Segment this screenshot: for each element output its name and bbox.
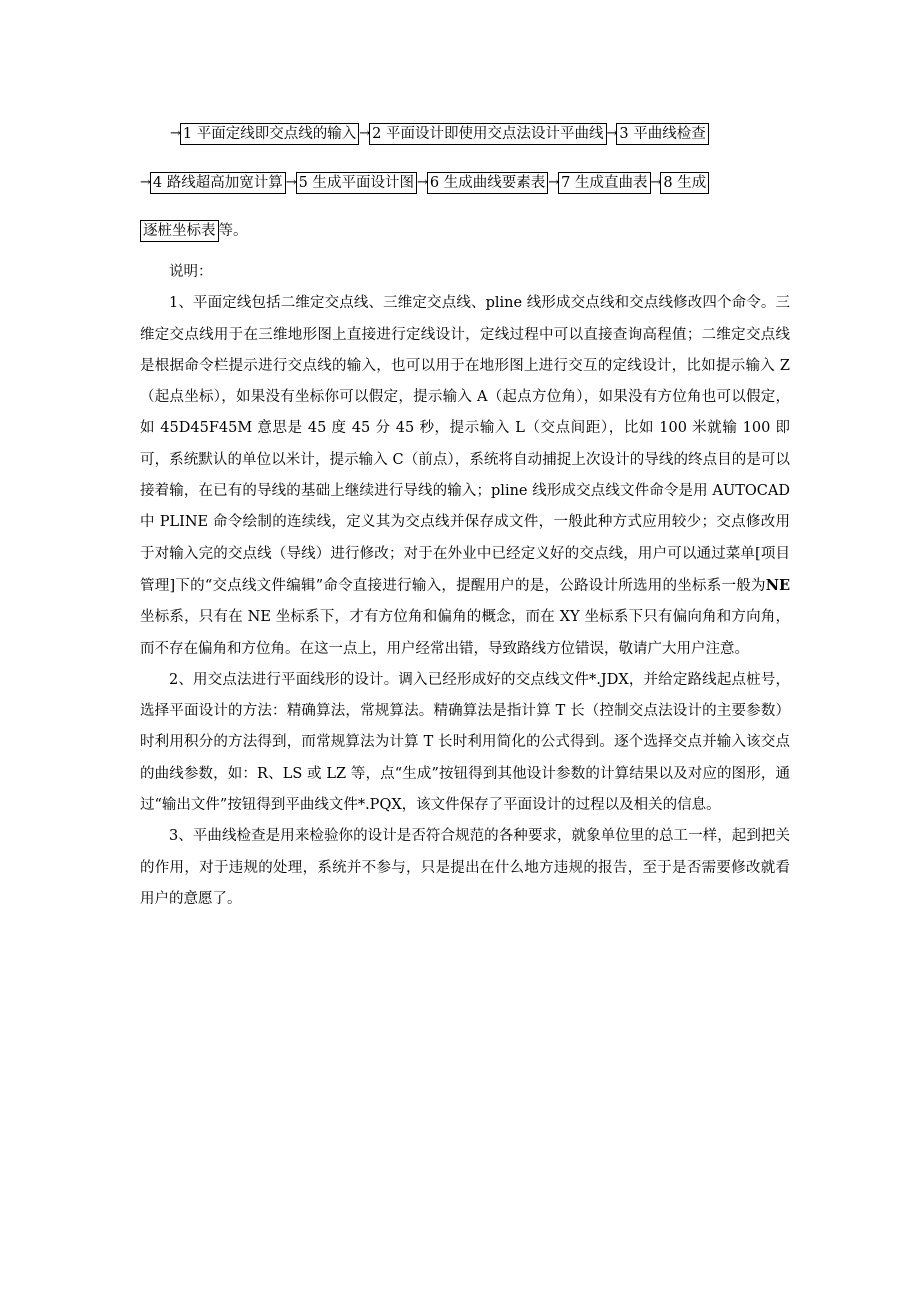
arrow-icon: →: [285, 175, 296, 190]
arrow-icon: →: [140, 175, 150, 190]
flow-tail-text: 等。: [218, 223, 248, 239]
arrow-icon: →: [170, 126, 180, 141]
arrow-icon: →: [417, 175, 427, 190]
flow-step-8: 8 生成: [660, 172, 709, 194]
flow-line-2: [140, 172, 790, 198]
paragraph-2: 2、用交点法进行平面线形的设计。调入已经形成好的交点线文件*.JDX，并给定路线起点桩号，选择平面设计的方法：精确算法，常规算法。精确算法是指计算 T 长（控制交点法设计的主要参数）时利用积分的方法得到，而常规算法为计算 T 长时利用简化的公式得到。逐个选择交点并输入该交点的曲线参数，如：R、LS 或 LZ 等，点“生成”按钮得到其他设计参数的计算结果以及对应的图形，通过“输出文件”按钮得到平曲线文件*.PQX，该文件保存了平面设计的过程以及相关的信息。: [140, 671, 790, 814]
paragraph-1: [140, 288, 790, 665]
paragraph-3: 3、平曲线检查是用来检验你的设计是否符合规范的各种要求，就象单位里的总工一样，起到把关的作用，对于违规的处理，系统并不参与，只是提出在什么地方违规的报告，至于是否需要修改就看用户的意愿了。: [140, 828, 790, 907]
flow-step-2: 2 平面设计即使用交点法设计平曲线: [369, 123, 606, 145]
arrow-icon: →: [548, 175, 559, 190]
flow-line-1: [140, 123, 790, 149]
flow-step-6: 6 生成曲线要素表: [427, 172, 548, 194]
flow-step-1: 1 平面定线即交点线的输入: [180, 123, 359, 145]
flow-line-3: [140, 220, 790, 246]
arrow-icon: →: [606, 126, 617, 141]
flow-step-3: 3 平曲线检查: [616, 123, 708, 145]
flow-step-7: 7 生成直曲表: [558, 172, 650, 194]
paragraph-1-text-a: 1、平面定线包括二维定交点线、三维定交点线、pline 线形成交点线和交点线修改四个命令。三维定交点线用于在三维地形图上直接进行定线设计，定线过程中可以直接查询高程值；二维定交点线是根据命令栏提示进行交点线的输入，也可以用于在地形图上进行交互的定线设计，比如提示输入 Z（起点坐标），如果没有坐标你可以假定，提示输入 A（起点方位角），如果没有方位角也可以假定，如 45D45F45M 意思是 45 度 45 分 45 秒，提示输入 L（交点间距），比如 100 米就输 100 即可，系统默认的单位以米计，提示输入 C（前点），系统将自动捕捉上次设计的导线的终点目的是可以接着输，在已有的导线的基础上继续进行导线的输入；pline 线形成交点线文件命令是用 AUTOCAD 中 PLINE 命令绘制的连续线，定义其为交点线并保存成文件，一般此种方式应用较少；交点修改用于对输入完的交点线（导线）进行修改；对于在外业中已经定义好的交点线，用户可以通过菜单[项目管理]下的“交点线文件编辑”命令直接进行输入，提醒用户的是，公路设计所选用的坐标系一般为: [140, 295, 790, 594]
arrow-icon: →: [650, 175, 661, 190]
paragraph-1-text-b: 坐标系，只有在 NE 坐标系下，才有方位角和偏角的概念，而在 XY 坐标系下只有偏向角和方向角，而不存在偏角和方位角。在这一点上，用户经常出错，导致路线方位错误，敬请广大用户注意。: [140, 609, 790, 657]
paragraph-1-bold: NE: [765, 576, 790, 594]
flow-step-8-cont: 逐桩坐标表: [140, 220, 219, 242]
notes-section: [140, 257, 790, 915]
arrow-icon: →: [359, 126, 370, 141]
flow-step-4: 4 路线超高加宽计算: [150, 172, 286, 194]
notes-label: 说明：: [169, 264, 213, 280]
flow-step-5: 5 生成平面设计图: [296, 172, 417, 194]
